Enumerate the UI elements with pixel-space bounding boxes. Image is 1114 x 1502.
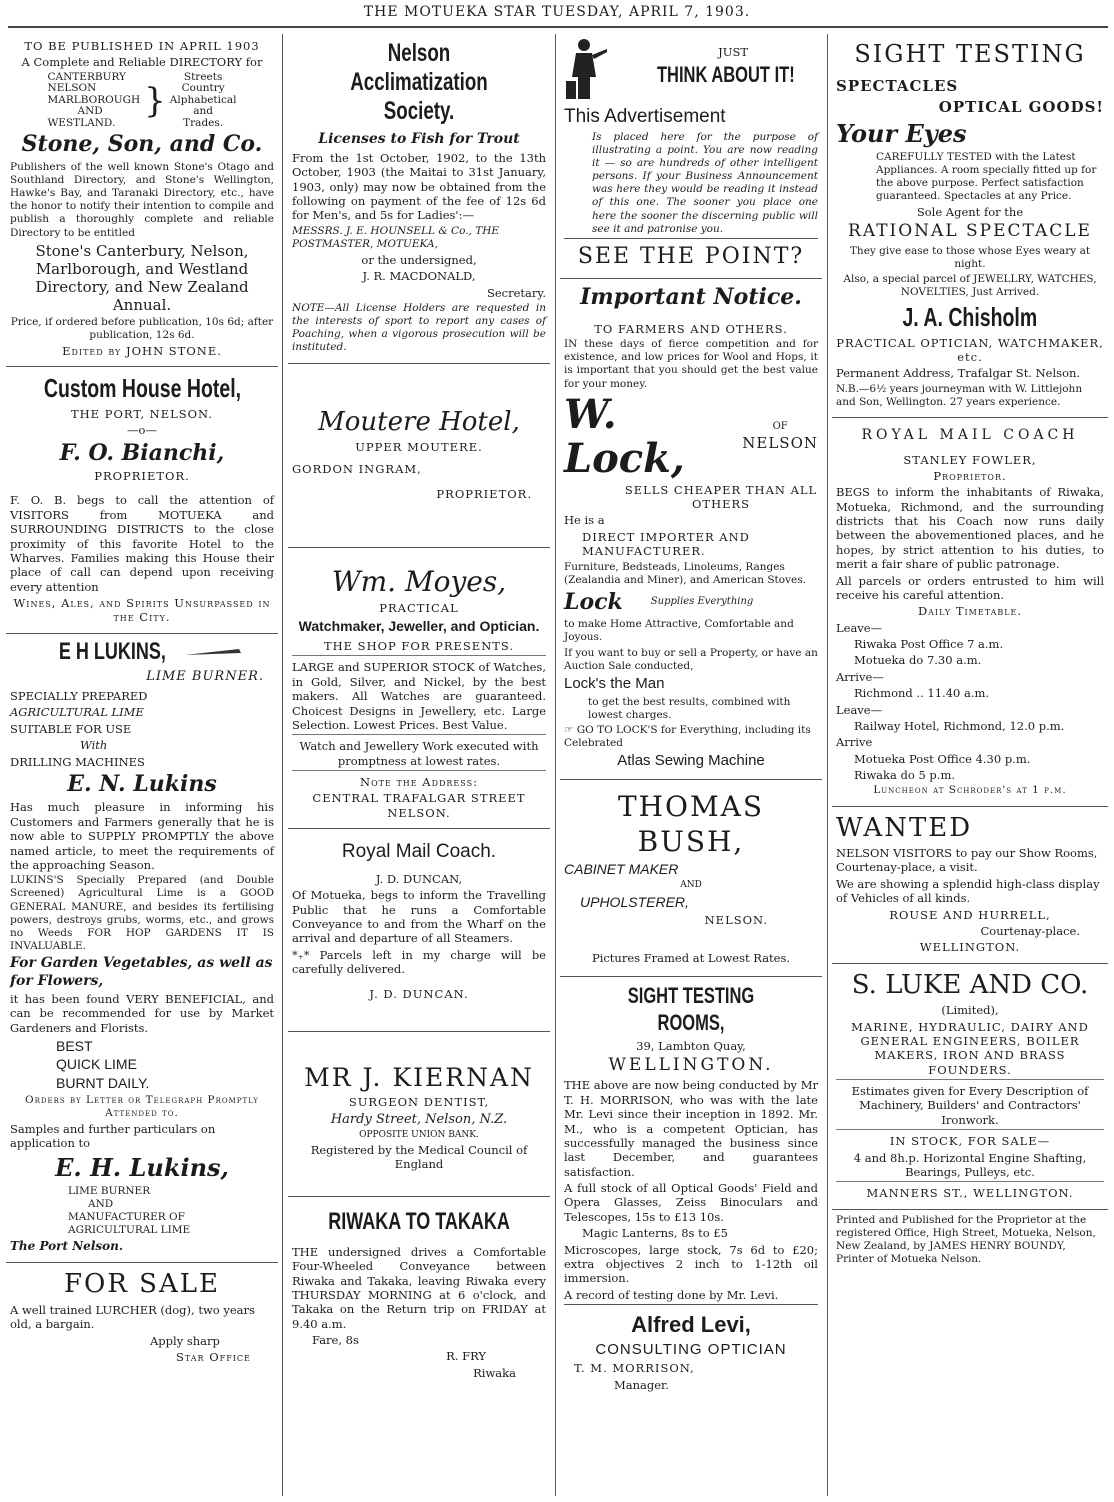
supplies-line: Supplies Everything [650, 596, 754, 608]
ad-custom-house-hotel [6, 367, 278, 634]
signature: J. D. DUNCAN. [369, 986, 469, 1001]
atlas-line: Atlas Sewing Machine [617, 752, 765, 769]
region-item: AND [77, 105, 103, 118]
garden-line: For Garden Vegetables, as well as for Flowers, [10, 955, 273, 989]
ad-body: it has been found VERY BENEFICIAL, and can be recommended for use by Market Gardeners and Florists. [10, 992, 274, 1035]
trade: PRACTICAL OPTICIAN, WATCHMAKER, etc. [836, 335, 1104, 364]
estimates: Estimates given for Every Description of Machinery, Builders' and Contractors' Ironwork. [836, 1079, 1104, 1127]
levi-name: Alfred Levi, [564, 1304, 818, 1339]
price: Price, if ordered before publication, 10s 6d; after publication, 12s 6d. [10, 315, 274, 341]
timetable-row: Motueka do 7.30 a.m. [854, 653, 982, 668]
region-list [48, 72, 141, 130]
ad-body: THE undersigned drives a Comfortable Four-Wheeled Conveyance between Riwaka and Takaka, leaving Riwaka every THURSDAY MORNING at 6 o'clock, and Takaka on the Return trip on FRIDAY at 9.40 a.m. [292, 1244, 546, 1331]
category-item: Streets [183, 70, 223, 83]
bush-role: CABINET MAKER [564, 860, 679, 877]
lukins-name-2: E. H. Lukins, [55, 1152, 229, 1182]
orator-figure-icon [564, 37, 608, 101]
furniture: Furniture, Bedsteads, Linoleums, Ranges (Zealandia and Miner), and American Stoves. [564, 560, 806, 586]
forsale-title: FOR SALE [63, 1269, 221, 1300]
bush-place: NELSON. [704, 913, 768, 927]
bush-and: AND [680, 880, 702, 891]
tom-line: to make Home Attractive, Comfortable and Joyous. [564, 618, 794, 644]
timetable-label: Leave— [836, 620, 883, 635]
role-list [10, 1185, 274, 1238]
hotel-place: UPPER MOUTERE. [355, 440, 483, 454]
think-sub: This Advertisement [564, 106, 726, 127]
apply-line: Apply sharp [150, 1333, 220, 1348]
feature-line: SPECIALLY PREPARED [10, 689, 148, 704]
firm-address: Courtenay-place. [980, 923, 1080, 938]
ad-body: Of Motueka, begs to inform the Travelling Public that he runs a Comfortable Conveyance to and from the Wharf on the arrival and departure of all Steamers. [292, 888, 546, 946]
orders-line: Orders by Letter or Telegraph Promptly Attended to. [25, 1093, 259, 1119]
coach-title: ROYAL MAIL COACH [861, 427, 1079, 443]
moyes-title: Wm. Moyes, [331, 565, 507, 599]
signature-role: Secretary. [486, 285, 546, 300]
ad-body: Publishers of the well known Stone's Otago and Southland Directory, and Stone's Wellington, Hawke's Bay, and Taranaki Directory, etc., have the honor to notify their intention to compile and publish a thoroughly complete and reliable Directory to be entitled [10, 160, 274, 239]
timetable-label: Arrive [836, 735, 873, 750]
ad-body: From the 1st October, 1902, to the 13th October, 1903 (the Maitai to 31st January, 1903, only) may now be obtained from the following on payment of the fee of 12s 6d for Men's, and 5s for Ladies':— [292, 150, 546, 223]
ad-intro: TO BE PUBLISHED IN APRIL 1903 [24, 39, 260, 53]
ad-royal-mail-duncan [288, 829, 550, 1032]
bush-up: UPHOLSTERER, [580, 893, 689, 910]
ad-think-about-it [560, 34, 822, 279]
masthead: THE MOTUEKA STAR TUESDAY, APRIL 7, 1903. [363, 4, 751, 20]
best-line: to get the best results, combined with lowest charges. [588, 695, 791, 721]
pen-flourish-icon [183, 645, 243, 659]
route-title: RIWAKA TO TAKAKA [328, 1207, 510, 1235]
ease-line: They give ease to those whose Eyes weary at night. [849, 244, 1091, 270]
dentist-title: MR J. KIERNAN [304, 1062, 534, 1092]
best-line: BEST [56, 1038, 93, 1055]
ad-body: Has much pleasure in informing his Customers and Farmers generally that he is now able to SUPPLY PROMPTLY the above named article, to meet the requirements of the approaching Season. [10, 800, 274, 872]
lock-nelson: NELSON [742, 433, 818, 452]
region-item: CANTERBURY [47, 70, 126, 83]
firm-name: Stone, Son, and Co. [21, 131, 263, 158]
lock-of: OF [772, 421, 788, 432]
feature-list [10, 689, 274, 769]
ad-body: F. O. B. begs to call the attention of VISITORS from MOTUEKA and SURROUNDING DISTRICTS to the close proximity of this favorite Hotel to the Wharves. Families making this House their place of call can depend upon receiving every attention [10, 493, 274, 594]
ad-body: Is placed here for the purpose of illustrating a point. You are now reading it — so are hundreds of other intelligent persons. If your Business Announcement was here they would be reading it instead of this one. The sooner you place one here the sooner the discerning public will see it and patronise you. [592, 130, 818, 235]
note: NOTE—All License Holders are requested in the interests of sport to report any cases of Poaching, when a vigorous prosecution will be instituted. [292, 302, 546, 354]
timetable-row: Motueka Post Office 4.30 p.m. [854, 751, 1031, 766]
ad-body: LARGE and SUPERIOR STOCK of Watches, in Gold, Silver, and Nickel, by the best makers. All Watches are guaranteed. Choicest Designs in Jewellery, etc. Large Selection. Lowest Prices. Best Value. [292, 655, 546, 732]
lock-name: W. Lock, [564, 390, 685, 482]
ad-riwaka-takaka [288, 1197, 550, 1388]
best-line: BURNT DAILY. [56, 1074, 150, 1091]
stock-items: 4 and 8h.p. Horizontal Engine Shafting, Bearings, Pulleys, etc. [853, 1150, 1087, 1179]
feature-line: With [80, 738, 108, 753]
think-title: THINK ABOUT IT! [657, 62, 796, 88]
lukins-name: E H LUKINS, [58, 637, 166, 665]
best-list [10, 1037, 274, 1092]
signature-place: Riwaka [473, 1365, 516, 1380]
ad-sight-testing-chisholm [832, 34, 1108, 418]
your-eyes: Your Eyes [836, 118, 967, 148]
ad-lock [560, 279, 822, 780]
ad-royal-mail-fowler [832, 418, 1108, 807]
ad-kiernan [288, 1032, 550, 1197]
luke-address: MANNERS ST., WELLINGTON. [836, 1181, 1104, 1200]
importer: DIRECT IMPORTER AND MANUFACTURER. [582, 529, 750, 559]
point-line: SEE THE POINT? [564, 238, 818, 271]
category-item: and [193, 105, 213, 118]
owner-role: Proprietor. [933, 468, 1007, 483]
ad-body: We are showing a splendid high-class display of Vehicles of all kinds. [836, 876, 1100, 906]
sells-line: SELLS CHEAPER THAN ALL OTHERS [624, 482, 818, 511]
rooms-title: SIGHT TESTING ROOMS, [627, 982, 755, 1036]
directory-title: Stone's Canterbury, Nelson, Marlborough, and Westland Directory, and New Zealand Annual. [35, 241, 249, 314]
brace-icon: } [144, 80, 166, 121]
timetable-label: Arrive— [836, 669, 884, 684]
wanted-title: WANTED [836, 812, 973, 843]
he-is: He is a [564, 513, 605, 528]
coach-title: Royal Mail Coach. [341, 841, 497, 863]
column-2 [288, 34, 550, 1496]
dentist-role: SURGEON DENTIST, [348, 1095, 490, 1110]
best-line: QUICK LIME [56, 1056, 137, 1073]
ad-body: THE above are now being conducted by Mr T. H. MORRISON, who was with the late Mr. Levi since their inception in 1892. Mr. M., who is a competent Optician, has successfully managed the business since last December, and guarantees satisfaction. [564, 1078, 818, 1179]
ad-luke [832, 964, 1108, 1210]
st-title: SIGHT TESTING [854, 40, 1086, 68]
fare-line: Fare, 8s [312, 1333, 359, 1347]
lukins-role: LIME BURNER. [146, 668, 264, 684]
ad-wanted [832, 807, 1108, 964]
separator: —o— [127, 423, 157, 438]
column-3 [560, 34, 822, 1496]
firm-city: WELLINGTON. [919, 940, 1021, 955]
role-line: AGRICULTURAL LIME [68, 1224, 191, 1237]
owner-role: PROPRIETOR. [94, 469, 190, 484]
ad-body: A full stock of all Optical Goods' Field and Opera Glasses, Zeiss Binoculars and Telescopes, 15s to £13 10s. [564, 1181, 818, 1224]
rational: RATIONAL SPECTACLE [848, 221, 1092, 242]
owner-role: PROPRIETOR. [436, 486, 532, 501]
timetable-row: Riwaka do 5 p.m. [854, 768, 956, 782]
region-item: MARLBOROUGH [47, 93, 141, 106]
rooms-city: WELLINGTON. [608, 1055, 774, 1076]
ad-thomas-bush [560, 780, 822, 977]
parcels-line: All parcels or orders entrusted to him will receive his careful attention. [836, 573, 1104, 602]
column-4 [832, 34, 1108, 1496]
ad-body: IN these days of fierce competition and for existence, and low prices for Wool and Hops, it is important that you should get the best value for your money. [564, 338, 818, 390]
optical-goods: OPTICAL GOODS! [938, 97, 1104, 116]
luke-title: S. LUKE AND CO. [851, 969, 1089, 1000]
ad-body: MARINE, HYDRAULIC, DAIRY AND GENERAL ENGINEERS, BOILER MAKERS, IRON AND BRASS FOUNDERS. [851, 1019, 1089, 1077]
just-line: JUST [718, 45, 748, 59]
office-line: Star Office [176, 1349, 251, 1364]
hotel-title: Custom House Hotel, [43, 373, 241, 404]
bush-title: THOMAS BUSH, [617, 789, 765, 858]
shop-line: THE SHOP FOR PRESENTS. [323, 639, 515, 653]
ad-stone-directory [6, 34, 278, 367]
category-list [170, 72, 237, 130]
luke-ltd: (Limited), [941, 1003, 999, 1018]
timetable-title: Daily Timetable. [917, 604, 1023, 619]
rooms-address: 39, Lambton Quay, [636, 1038, 746, 1053]
work-line: Watch and Jewellery Work executed with promptness at lowest rates. [292, 734, 546, 768]
ad-body: Magic Lanterns, 8s to £5 [582, 1226, 728, 1241]
agents: MESSRS. J. E. HOUNSELL & Co., THE POSTMASTER, MOTUEKA, [292, 224, 500, 250]
manager-role: Manager. [614, 1377, 669, 1392]
owner-name: F. O. Bianchi, [59, 439, 225, 466]
port-line: The Port Nelson. [10, 1239, 124, 1254]
lock-name-2: Lock [564, 588, 623, 615]
ad-body: A well trained LURCHER (dog), two years old, a bargain. [10, 1302, 255, 1332]
spectacles: SPECTACLES [836, 77, 959, 95]
feature-line: SUITABLE FOR USE [10, 721, 132, 736]
stock-line: IN STOCK, FOR SALE— [836, 1129, 1104, 1148]
signature: R. FRY [446, 1349, 486, 1364]
masthead-rule [8, 26, 1108, 28]
feature-line: AGRICULTURAL LIME [10, 705, 144, 720]
buy-line: If you want to buy or sell a Property, or have an Auction Sale conducted, [564, 646, 818, 672]
ad-body: A record of testing done by Mr. Levi. [564, 1287, 779, 1302]
nb-line: N.B.—6½ years journeyman with W. Littlejohn and Son, Wellington. 27 years experience. [836, 382, 1083, 408]
ad-lukins-lime [6, 634, 278, 1263]
signature: J. R. MACDONALD, [362, 269, 476, 284]
ad-moutere-hotel [288, 364, 550, 549]
levi-role: CONSULTING OPTICIAN [595, 1340, 787, 1358]
man-line: Lock's the Man [564, 674, 665, 692]
goto-line: ☞ GO TO LOCK'S for Everything, including its Celebrated [564, 723, 811, 749]
feature-line: DRILLING MACHINES [10, 754, 145, 769]
ad-moyes [288, 548, 550, 829]
timetable-label: Leave— [836, 702, 883, 717]
luncheon: Luncheon at Schroder's at 1 p.m. [873, 784, 1067, 797]
opposite-line: OPPOSITE UNION BANK. [359, 1129, 479, 1140]
role-line: LIME BURNER [68, 1184, 151, 1197]
region-item: NELSON [47, 82, 97, 95]
society-title: Nelson Acclimatization Society. [350, 39, 488, 125]
ad-body: LUKINS'S Specially Prepared (and Double Screened) Agricultural Lime is a GOOD GENERAL MANURE, and besides its fertilising powers, destroys grubs, worms, etc., and grows no Weeds FOR HOP GARDENS IT IS INVALUABLE. [10, 874, 274, 952]
ad-body: CAREFULLY TESTED with the Latest Appliances. A room specially fitted up for the above purpose. Perfect satisfaction guaranteed. Spectacles at any Price. [876, 150, 1097, 202]
editor: Edited by JOHN STONE. [62, 343, 222, 358]
address: Permanent Address, Trafalgar St. Nelson. [836, 366, 1081, 381]
audience: TO FARMERS AND OTHERS. [594, 321, 788, 336]
hotel-title: Moutere Hotel, [318, 406, 520, 437]
ad-for-sale [6, 1263, 278, 1372]
ad-body: Microscopes, large stock, 7s 6d to £20; extra objectives 2 inch to 1-12th oil immersion. [564, 1242, 818, 1286]
ad-acclimatization [288, 34, 550, 364]
notice-title: Important Notice. [580, 284, 802, 311]
manager-name: T. M. MORRISON, [574, 1361, 695, 1376]
samples-line: Samples and further particulars on application to [10, 1122, 216, 1151]
registered-line: Registered by the Medical Council of England [310, 1143, 528, 1172]
timetable [836, 621, 1104, 783]
column-1 [6, 34, 278, 1496]
ad-body: BEGS to inform the inhabitants of Riwaka, Motueka, Richmond, and the surrounding districts that his Coach now runs daily between the abovementioned places, and he hopes, by strict attention to his duties, to merit a fair share of public patronage. [836, 485, 1104, 572]
region-block [10, 72, 274, 130]
trade: Watchmaker, Jeweller, and Optician. [298, 617, 540, 634]
practical: PRACTICAL [379, 601, 459, 616]
owner-name: STANLEY FOWLER, [903, 452, 1037, 467]
wines-line: Wines, Ales, and Spirits Unsurpassed in the City. [13, 596, 271, 625]
sole-agent: Sole Agent for the [916, 205, 1024, 219]
role-line: AND [88, 1197, 114, 1210]
imprint: Printed and Published for the Proprietor at the registered Office, High Street, Motueka, Nelson, New Zealand, by JAMES HENRY BOUNDY, Printer of Motueka Nelson. [836, 1213, 1096, 1265]
timetable-row: Railway Hotel, Richmond, 12.0 p.m. [854, 718, 1065, 733]
ad-body: NELSON VISITORS to pay our Show Rooms, Courtenay-place, a visit. [836, 846, 1098, 875]
region-item: WESTLAND. [47, 116, 116, 129]
also-line: Also, a special parcel of JEWELLRY, WATCHES, NOVELTIES, Just Arrived. [843, 272, 1097, 298]
ad-sight-testing-rooms [560, 977, 822, 1400]
category-item: Trades. [183, 116, 224, 129]
society-sub: Licenses to Fish for Trout [318, 131, 520, 148]
column-divider [282, 34, 283, 1496]
timetable-row: Richmond .. 11.40 a.m. [854, 686, 990, 701]
signature-name: E. N. Lukins [67, 770, 217, 797]
hotel-place: THE PORT, NELSON. [70, 406, 214, 421]
note: Note the Address: [292, 770, 546, 789]
pictures-line: Pictures Framed at Lowest Rates. [591, 951, 791, 966]
parcels-line: *₊* Parcels left in my charge will be carefully delivered. [292, 947, 546, 977]
column-divider [827, 34, 828, 1496]
category-item: Alphabetical [169, 93, 237, 106]
column-divider [555, 34, 556, 1496]
timetable-row: Riwaka Post Office 7 a.m. [854, 637, 1004, 651]
or-line: or the undersigned, [361, 252, 477, 267]
chisholm-name: J. A. Chisholm [902, 302, 1038, 333]
address: CENTRAL TRAFALGAR STREET NELSON. [312, 791, 526, 820]
owner-name: GORDON INGRAM, [292, 462, 422, 477]
dentist-address: Hardy Street, Nelson, N.Z. [330, 1111, 508, 1127]
role-line: MANUFACTURER OF [68, 1211, 185, 1224]
ad-desc: A Complete and Reliable DIRECTORY for [21, 55, 263, 70]
category-item: Country [181, 82, 225, 95]
firm-name: ROUSE AND HURRELL, [889, 907, 1051, 922]
owner-name: J. D. DUNCAN, [375, 871, 463, 886]
